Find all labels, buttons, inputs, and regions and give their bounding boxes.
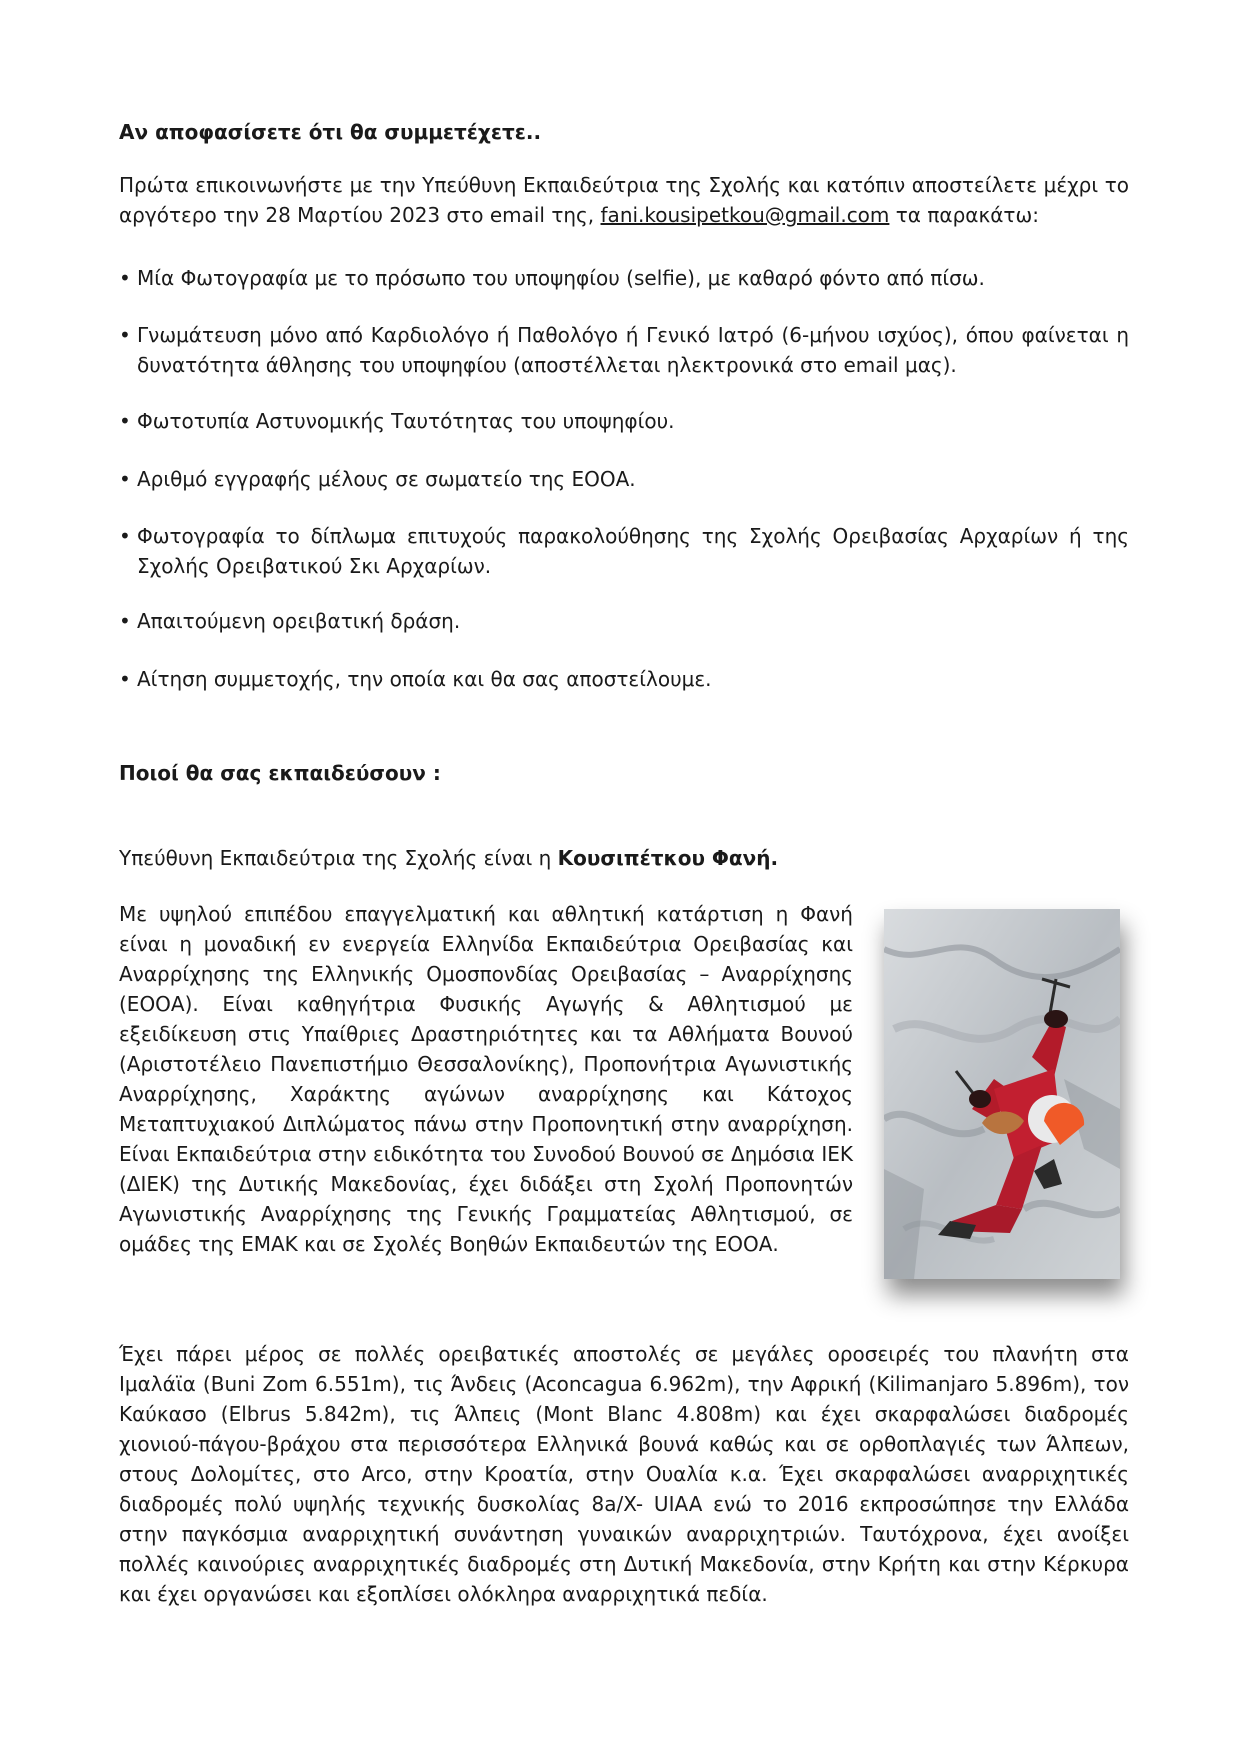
intro-paragraph	[119, 170, 1129, 230]
intro-text-after-email: τα παρακάτω:	[889, 203, 1039, 227]
climber-photo	[884, 909, 1120, 1279]
bullet: •	[119, 667, 131, 691]
list-item: • Φωτογραφία το δίπλωμα επιτυχούς παρακολούθησης της Σχολής Ορειβασίας Αρχαρίων ή της Σχολής Ορειβατικού Σκι Αρχαρίων.	[119, 521, 1129, 581]
list-item: • Απαιτούμενη ορειβατική δράση.	[119, 606, 1129, 636]
list-item: • Φωτοτυπία Αστυνομικής Ταυτότητας του υποψηφίου.	[119, 406, 1129, 436]
instructor-name: Κουσιπέτκου Φανή.	[557, 846, 779, 870]
bullet: •	[119, 524, 131, 548]
instructors-heading: Ποιοί θα σας εκπαιδεύσουν :	[119, 761, 441, 785]
head-instructor-line: Υπεύθυνη Εκπαιδεύτρια της Σχολής είναι η Κουσιπέτκου Φανή.	[119, 846, 779, 870]
decision-heading: Αν αποφασίσετε ότι θα συμμετέχετε..	[119, 120, 542, 144]
bullet: •	[119, 266, 131, 290]
intro-text-before-email: Πρώτα επικοινωνήστε με την Υπεύθυνη Εκπαιδεύτρια της Σχολής και κατόπιν αποστείλετε μέχρι το αργότερο την 28 Μαρτίου 2023 στο email της,	[119, 173, 1129, 227]
list-item: • Αριθμό εγγραφής μέλους σε σωματείο της ΕΟΟΑ.	[119, 464, 1129, 494]
bullet: •	[119, 409, 131, 433]
email-link[interactable]: fani.kousipetkou@gmail.com	[600, 203, 890, 227]
bullet: •	[119, 467, 131, 491]
list-item: • Αίτηση συμμετοχής, την οποία και θα σας αποστείλουμε.	[119, 664, 1129, 694]
bullet: •	[119, 323, 131, 347]
bio-paragraph-2: Έχει πάρει μέρος σε πολλές ορειβατικές αποστολές σε μεγάλες οροσειρές του πλανήτη στα Ιμαλάϊα (Buni Zom 6.551m), τις Άνδεις (Aconcagua 6.962m), την Αφρική (Kilimanjaro 5.896m), τον Καύκασο (Elbrus 5.842m), τις Άλπεις (Mont Blanc 4.808m) και έχει σκαρφαλώσει διαδρομές χιονιού-πάγου-βράχου στα περισσότερα Ελληνικά βουνά καθώς και σε ορθοπλαγιές των Άλπεων, στους Δολομίτες, στο Arco, στην Κροατία, στην Ουαλία κ.α. Έχει σκαρφαλώσει αναρριχητικές διαδρομές πολύ υψηλής τεχνικής δυσκολίας 8a/X- UIAA ενώ το 2016 εκπροσώπησε την Ελλάδα στην παγκόσμια αναρριχητική συνάντηση γυναικών αναρριχητριών. Ταυτόχρονα, έχει ανοίξει πολλές καινούριες αναρριχητικές διαδρομές στη Δυτική Μακεδονία, στην Κρήτη και στην Κέρκυρα και έχει οργανώσει και εξοπλίσει ολόκληρα αναρριχητικά πεδία.	[119, 1342, 1129, 1606]
bio-paragraph-1: Με υψηλού επιπέδου επαγγελματική και αθλητική κατάρτιση η Φανή είναι η μοναδική εν ενεργεία Ελληνίδα Εκπαιδεύτρια Ορειβασίας και Αναρρίχησης της Ελληνικής Ομοσπονδίας Ορειβασίας – Αναρρίχησης (ΕΟΟΑ). Είναι καθηγήτρια Φυσικής Αγωγής & Αθλητισμού με εξειδίκευση στις Υπαίθριες Δραστηριότητες και τα Αθλήματα Βουνού (Αριστοτέλειο Πανεπιστήμιο Θεσσαλονίκης), Προπονήτρια Αγωνιστικής Αναρρίχησης, Χαράκτης αγώνων αναρρίχησης και Κάτοχος Μεταπτυχιακού Διπλώματος πάνω στην Προπονητική στην αναρρίχηση. Είναι Εκπαιδεύτρια στην ειδικότητα του Συνοδού Βουνού σε Δημόσια ΙΕΚ (ΔΙΕΚ) της Δυτικής Μακεδονίας, έχει διδάξει στη Σχολή Προπονητών Αγωνιστικής Αναρρίχησης της Γενικής Γραμματείας Αθλητισμού, σε ομάδες της ΕΜΑΚ και σε Σχολές Βοηθών Εκπαιδευτών της ΕΟΟΑ.	[119, 902, 853, 1256]
list-item: • Γνωμάτευση μόνο από Καρδιολόγο ή Παθολόγο ή Γενικό Ιατρό (6-μήνου ισχύος), όπου φαίνεται η δυνατότητα άθλησης του υποψηφίου (αποστέλλεται ηλεκτρονικά στο email μας).	[119, 320, 1129, 380]
list-item: • Μία Φωτογραφία με το πρόσωπο του υποψηφίου (selfie), με καθαρό φόντο από πίσω.	[119, 263, 1129, 293]
bullet: •	[119, 609, 131, 633]
